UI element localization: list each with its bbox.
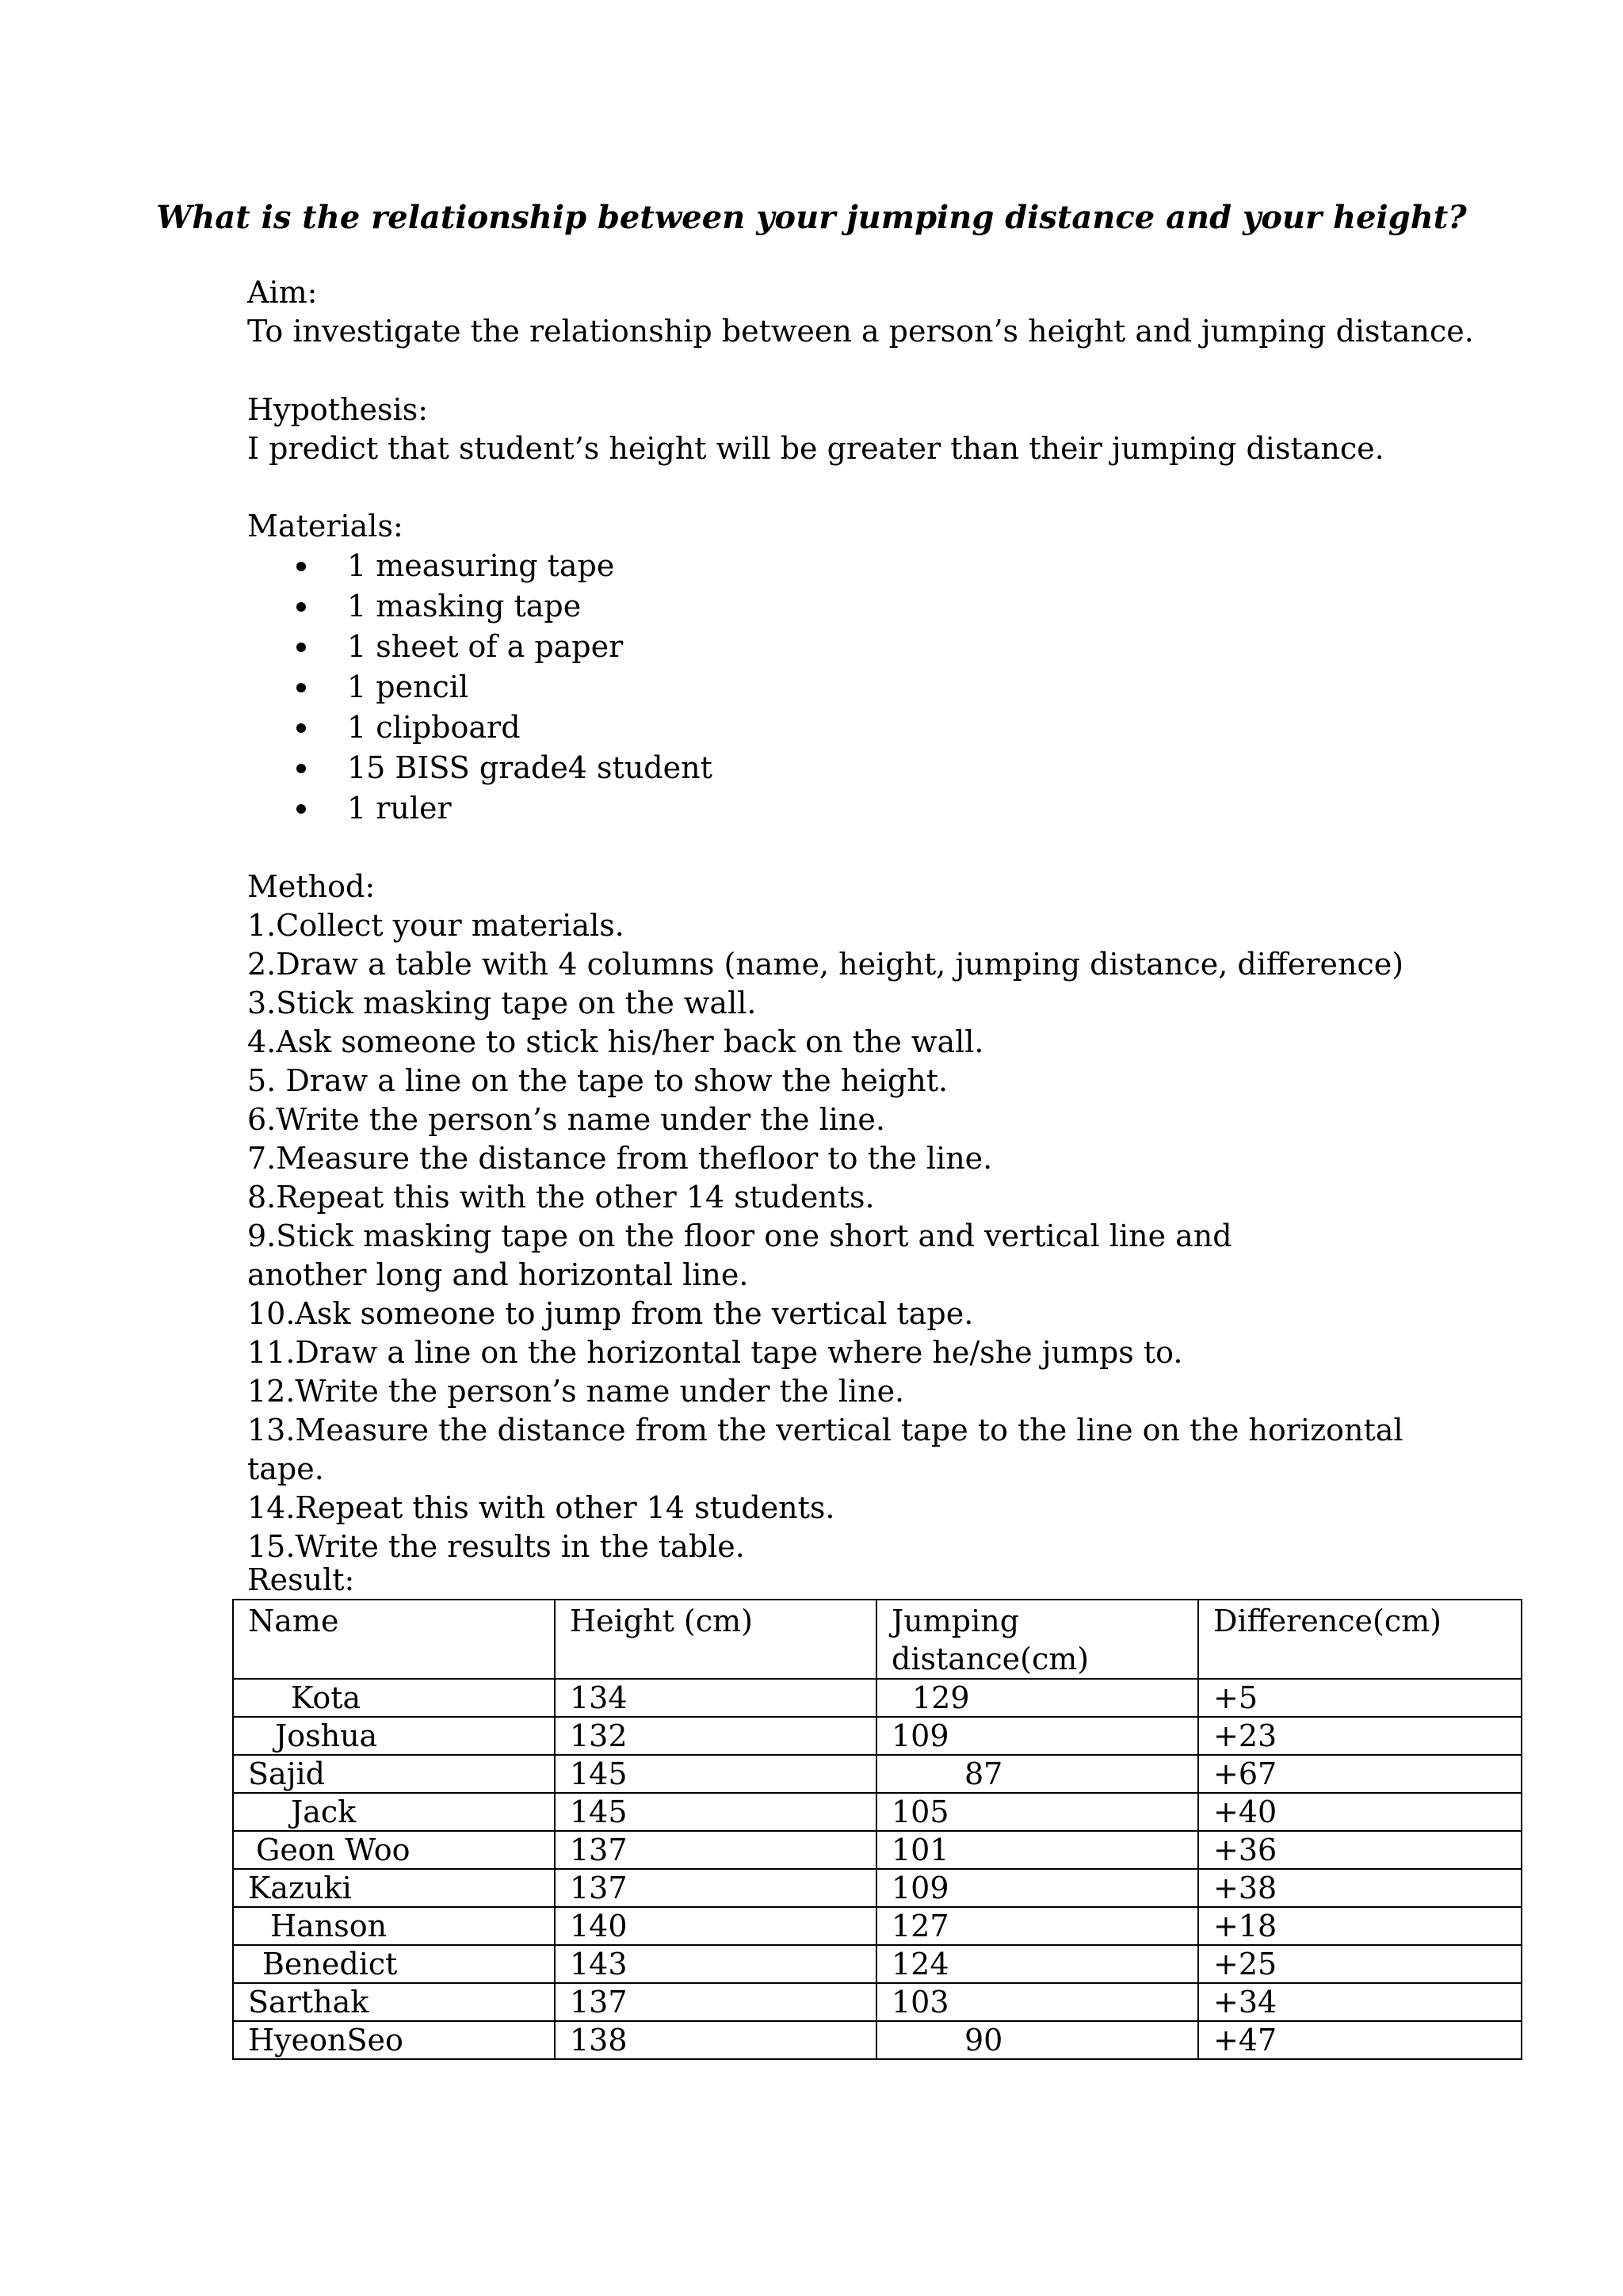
cell-height: 132: [555, 1717, 876, 1755]
method-step: 5. Draw a line on the tape to show the height.: [247, 1063, 949, 1098]
cell-difference: +40: [1198, 1793, 1522, 1831]
cell-name: Sajid: [233, 1755, 555, 1793]
table-row: [233, 1755, 1522, 1793]
method-step: 15.Write the results in the table.: [247, 1529, 745, 1564]
cell-height: 137: [555, 1869, 876, 1907]
method-step: 1.Collect your materials.: [247, 908, 624, 943]
method-step: 4.Ask someone to stick his/her back on the wall.: [247, 1024, 984, 1059]
list-item: 1 clipboard: [247, 707, 1420, 748]
method-step: 8.Repeat this with the other 14 students.: [247, 1180, 875, 1215]
cell-jumping-distance: 87: [876, 1755, 1198, 1793]
cell-height: 134: [555, 1679, 876, 1717]
list-item: 15 BISS grade4 student: [247, 748, 1420, 788]
aim-text: To investigate the relationship between a person’s height and jumping distance.: [247, 314, 1474, 349]
cell-difference: +67: [1198, 1755, 1522, 1793]
cell-jumping-distance: 109: [876, 1869, 1198, 1907]
column-header-name: Name: [233, 1600, 555, 1679]
cell-name: Kazuki: [233, 1869, 555, 1907]
list-item: 1 masking tape: [247, 586, 1420, 627]
materials-section: [247, 507, 1420, 829]
cell-jumping-distance: 105: [876, 1793, 1198, 1831]
cell-name: Benedict: [233, 1945, 555, 1983]
cell-name: Kota: [233, 1679, 555, 1717]
method-step: 7.Measure the distance from thefloor to the line.: [247, 1141, 993, 1176]
list-item: 1 sheet of a paper: [247, 627, 1420, 667]
bullet-icon: [296, 562, 306, 571]
method-steps: [247, 906, 1420, 1566]
cell-difference: +47: [1198, 2021, 1522, 2059]
table-row: [233, 1907, 1522, 1945]
method-step: 12.Write the person’s name under the line.: [247, 1374, 905, 1409]
list-item: 1 pencil: [247, 667, 1420, 707]
cell-jumping-distance: 124: [876, 1945, 1198, 1983]
list-item: 1 ruler: [247, 788, 1420, 829]
cell-difference: +36: [1198, 1831, 1522, 1869]
cell-height: 140: [555, 1907, 876, 1945]
bullet-icon: [296, 683, 306, 692]
bullet-icon: [296, 643, 306, 652]
cell-jumping-distance: 129: [876, 1679, 1198, 1717]
method-step: 9.Stick masking tape on the floor one short and vertical line and another long and horizontal line.: [247, 1219, 1232, 1292]
page-title: What is the relationship between your jumping distance and your height?: [156, 199, 1467, 236]
aim-heading: Aim:: [247, 275, 318, 310]
method-step: 10.Ask someone to jump from the vertical tape.: [247, 1296, 974, 1331]
cell-name: Hanson: [233, 1907, 555, 1945]
table-header-row: [233, 1600, 1522, 1679]
table-row: [233, 1793, 1522, 1831]
column-header-jumping-distance: Jumping distance(cm): [876, 1600, 1198, 1679]
aim-section: [247, 273, 1474, 351]
cell-height: 137: [555, 1983, 876, 2021]
cell-jumping-distance: 101: [876, 1831, 1198, 1869]
table-row: [233, 1679, 1522, 1717]
hypothesis-heading: Hypothesis:: [247, 392, 428, 427]
cell-name: Sarthak: [233, 1983, 555, 2021]
cell-jumping-distance: 90: [876, 2021, 1198, 2059]
cell-name: Jack: [233, 1793, 555, 1831]
results-table: [232, 1599, 1522, 2060]
hypothesis-section: [247, 391, 1420, 468]
cell-difference: +5: [1198, 1679, 1522, 1717]
list-item: 1 measuring tape: [247, 546, 1420, 586]
table-row: [233, 1717, 1522, 1755]
method-step: 11.Draw a line on the horizontal tape where he/she jumps to.: [247, 1335, 1183, 1370]
cell-jumping-distance: 103: [876, 1983, 1198, 2021]
cell-jumping-distance: 109: [876, 1717, 1198, 1755]
cell-difference: +25: [1198, 1945, 1522, 1983]
method-step: 2.Draw a table with 4 columns (name, height, jumping distance, difference): [247, 947, 1404, 982]
result-section: [247, 1561, 1420, 1600]
table-row: [233, 1831, 1522, 1869]
bullet-icon: [296, 804, 306, 814]
cell-height: 138: [555, 2021, 876, 2059]
cell-name: Geon Woo: [233, 1831, 555, 1869]
table-row: [233, 2021, 1522, 2059]
cell-name: Joshua: [233, 1717, 555, 1755]
method-step: 3.Stick masking tape on the wall.: [247, 986, 757, 1020]
table-row: [233, 1983, 1522, 2021]
method-section: [247, 868, 1420, 1566]
table-row: [233, 1869, 1522, 1907]
cell-height: 143: [555, 1945, 876, 1983]
cell-jumping-distance: 127: [876, 1907, 1198, 1945]
table-row: [233, 1945, 1522, 1983]
bullet-icon: [296, 602, 306, 612]
cell-name: HyeonSeo: [233, 2021, 555, 2059]
method-step: 6.Write the person’s name under the line.: [247, 1102, 885, 1137]
method-heading: Method:: [247, 869, 376, 904]
bullet-icon: [296, 764, 306, 773]
bullet-icon: [296, 723, 306, 733]
cell-height: 145: [555, 1755, 876, 1793]
method-step: 13.Measure the distance from the vertical tape to the line on the horizontal tape.: [247, 1413, 1403, 1486]
cell-difference: +18: [1198, 1907, 1522, 1945]
column-header-height: Height (cm): [555, 1600, 876, 1679]
column-header-difference: Difference(cm): [1198, 1600, 1522, 1679]
hypothesis-text: I predict that student’s height will be greater than their jumping distance.: [247, 431, 1384, 466]
cell-difference: +23: [1198, 1717, 1522, 1755]
cell-height: 145: [555, 1793, 876, 1831]
cell-difference: +34: [1198, 1983, 1522, 2021]
result-heading: Result:: [247, 1562, 355, 1597]
cell-height: 137: [555, 1831, 876, 1869]
method-step: 14.Repeat this with other 14 students.: [247, 1490, 835, 1525]
materials-list: [247, 546, 1420, 829]
cell-difference: +38: [1198, 1869, 1522, 1907]
materials-heading: Materials:: [247, 509, 403, 543]
